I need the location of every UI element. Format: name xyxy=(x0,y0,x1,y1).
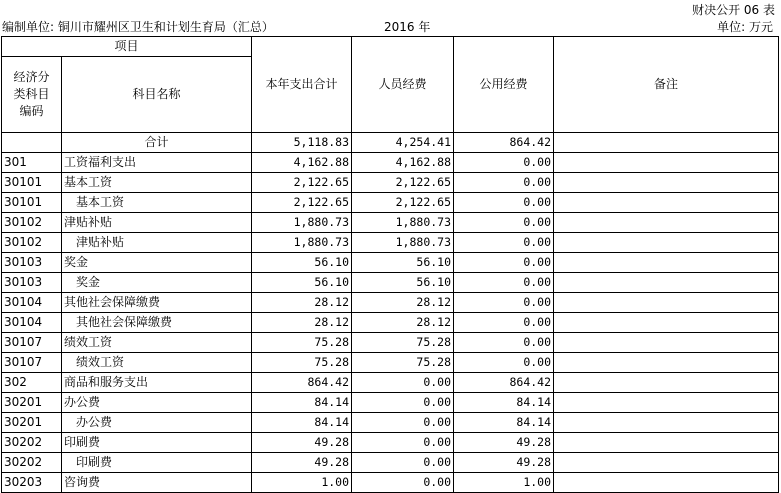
total-cell: 1,880.73 xyxy=(252,213,352,233)
code-cell: 30202 xyxy=(2,433,62,453)
public-cell: 84.14 xyxy=(454,413,554,433)
table-row xyxy=(2,413,779,433)
remark-cell xyxy=(554,413,779,433)
year-label: 2016 年 xyxy=(384,20,431,34)
code-cell: 30102 xyxy=(2,233,62,253)
code-cell: 30101 xyxy=(2,173,62,193)
personnel-cell: 0.00 xyxy=(352,393,454,413)
name-cell: 办公费 xyxy=(62,393,252,413)
public-cell: 864.42 xyxy=(454,373,554,393)
meta-row xyxy=(0,18,781,35)
table-row xyxy=(2,133,779,153)
personnel-cell: 75.28 xyxy=(352,333,454,353)
table-row xyxy=(2,233,779,253)
name-cell: 津贴补贴 xyxy=(62,233,252,253)
table-row xyxy=(2,333,779,353)
public-cell: 49.28 xyxy=(454,453,554,473)
remark-cell xyxy=(554,353,779,373)
name-cell: 奖金 xyxy=(62,273,252,293)
public-cell: 0.00 xyxy=(454,253,554,273)
expense-table xyxy=(1,36,779,493)
public-cell: 1.00 xyxy=(454,473,554,493)
total-cell: 1,880.73 xyxy=(252,233,352,253)
personnel-cell: 2,122.65 xyxy=(352,193,454,213)
code-cell: 302 xyxy=(2,373,62,393)
remark-cell xyxy=(554,373,779,393)
name-cell: 商品和服务支出 xyxy=(62,373,252,393)
total-cell: 75.28 xyxy=(252,353,352,373)
org-label: 编制单位: 铜川市耀州区卫生和计划生育局（汇总） xyxy=(2,20,274,34)
name-cell: 基本工资 xyxy=(62,193,252,213)
total-cell: 49.28 xyxy=(252,453,352,473)
table-row xyxy=(2,453,779,473)
name-cell: 印刷费 xyxy=(62,453,252,473)
personnel-cell: 2,122.65 xyxy=(352,173,454,193)
table-row xyxy=(2,213,779,233)
name-header: 科目名称 xyxy=(62,57,252,133)
table-row xyxy=(2,433,779,453)
personnel-cell: 0.00 xyxy=(352,433,454,453)
code-cell: 30107 xyxy=(2,353,62,373)
remark-cell xyxy=(554,133,779,153)
personnel-cell: 1,880.73 xyxy=(352,213,454,233)
code-cell: 30107 xyxy=(2,333,62,353)
table-row xyxy=(2,393,779,413)
public-cell: 0.00 xyxy=(454,293,554,313)
form-id: 财决公开 06 表 xyxy=(692,3,775,17)
remark-cell xyxy=(554,273,779,293)
code-header-line: 类科目 xyxy=(13,87,50,101)
remark-cell xyxy=(554,253,779,273)
code-cell xyxy=(2,133,62,153)
code-cell: 301 xyxy=(2,153,62,173)
name-cell: 合计 xyxy=(62,133,252,153)
code-cell: 30104 xyxy=(2,293,62,313)
personnel-cell: 0.00 xyxy=(352,413,454,433)
remark-cell xyxy=(554,293,779,313)
public-cell: 0.00 xyxy=(454,213,554,233)
code-cell: 30201 xyxy=(2,393,62,413)
public-cell: 0.00 xyxy=(454,313,554,333)
table-row xyxy=(2,273,779,293)
code-cell: 30104 xyxy=(2,313,62,333)
remark-cell xyxy=(554,173,779,193)
name-cell: 绩效工资 xyxy=(62,333,252,353)
table-row xyxy=(2,313,779,333)
total-cell: 5,118.83 xyxy=(252,133,352,153)
personnel-cell: 4,162.88 xyxy=(352,153,454,173)
total-cell: 2,122.65 xyxy=(252,173,352,193)
name-cell: 其他社会保障缴费 xyxy=(62,313,252,333)
total-header: 本年支出合计 xyxy=(252,37,352,133)
name-cell: 办公费 xyxy=(62,413,252,433)
personnel-cell: 28.12 xyxy=(352,313,454,333)
name-cell: 基本工资 xyxy=(62,173,252,193)
table-row xyxy=(2,193,779,213)
remark-cell xyxy=(554,193,779,213)
personnel-cell: 1,880.73 xyxy=(352,233,454,253)
total-cell: 2,122.65 xyxy=(252,193,352,213)
public-cell: 864.42 xyxy=(454,133,554,153)
total-cell: 4,162.88 xyxy=(252,153,352,173)
remark-cell xyxy=(554,393,779,413)
total-cell: 28.12 xyxy=(252,313,352,333)
remark-cell xyxy=(554,453,779,473)
personnel-cell: 0.00 xyxy=(352,473,454,493)
public-header: 公用经费 xyxy=(454,37,554,133)
code-header-line: 编码 xyxy=(19,104,44,118)
total-cell: 49.28 xyxy=(252,433,352,453)
table-body xyxy=(2,133,779,493)
table-row xyxy=(2,253,779,273)
table-row xyxy=(2,353,779,373)
table-row xyxy=(2,173,779,193)
code-cell: 30102 xyxy=(2,213,62,233)
total-cell: 28.12 xyxy=(252,293,352,313)
name-cell: 其他社会保障缴费 xyxy=(62,293,252,313)
remark-header: 备注 xyxy=(554,37,779,133)
remark-cell xyxy=(554,313,779,333)
total-cell: 1.00 xyxy=(252,473,352,493)
remark-cell xyxy=(554,333,779,353)
name-cell: 印刷费 xyxy=(62,433,252,453)
code-header-line: 经济分 xyxy=(13,70,50,84)
public-cell: 0.00 xyxy=(454,353,554,373)
table-row xyxy=(2,473,779,493)
code-cell: 30103 xyxy=(2,273,62,293)
table-row xyxy=(2,373,779,393)
name-cell: 咨询费 xyxy=(62,473,252,493)
total-cell: 84.14 xyxy=(252,413,352,433)
public-cell: 0.00 xyxy=(454,273,554,293)
personnel-cell: 0.00 xyxy=(352,373,454,393)
code-header xyxy=(2,57,62,133)
code-cell: 30101 xyxy=(2,193,62,213)
public-cell: 49.28 xyxy=(454,433,554,453)
personnel-cell: 56.10 xyxy=(352,273,454,293)
unit-label: 单位: 万元 xyxy=(717,20,773,34)
remark-cell xyxy=(554,233,779,253)
public-cell: 84.14 xyxy=(454,393,554,413)
table-row xyxy=(2,293,779,313)
name-cell: 奖金 xyxy=(62,253,252,273)
total-cell: 56.10 xyxy=(252,273,352,293)
code-cell: 30201 xyxy=(2,413,62,433)
code-cell: 30203 xyxy=(2,473,62,493)
code-cell: 30103 xyxy=(2,253,62,273)
personnel-cell: 56.10 xyxy=(352,253,454,273)
remark-cell xyxy=(554,213,779,233)
code-cell: 30202 xyxy=(2,453,62,473)
total-cell: 56.10 xyxy=(252,253,352,273)
public-cell: 0.00 xyxy=(454,173,554,193)
personnel-cell: 4,254.41 xyxy=(352,133,454,153)
remark-cell xyxy=(554,473,779,493)
personnel-cell: 28.12 xyxy=(352,293,454,313)
public-cell: 0.00 xyxy=(454,193,554,213)
total-cell: 75.28 xyxy=(252,333,352,353)
item-header: 项目 xyxy=(2,37,252,57)
public-cell: 0.00 xyxy=(454,233,554,253)
personnel-header: 人员经费 xyxy=(352,37,454,133)
name-cell: 工资福利支出 xyxy=(62,153,252,173)
remark-cell xyxy=(554,433,779,453)
public-cell: 0.00 xyxy=(454,153,554,173)
personnel-cell: 0.00 xyxy=(352,453,454,473)
total-cell: 864.42 xyxy=(252,373,352,393)
remark-cell xyxy=(554,153,779,173)
name-cell: 津贴补贴 xyxy=(62,213,252,233)
table-row xyxy=(2,153,779,173)
name-cell: 绩效工资 xyxy=(62,353,252,373)
personnel-cell: 75.28 xyxy=(352,353,454,373)
public-cell: 0.00 xyxy=(454,333,554,353)
total-cell: 84.14 xyxy=(252,393,352,413)
